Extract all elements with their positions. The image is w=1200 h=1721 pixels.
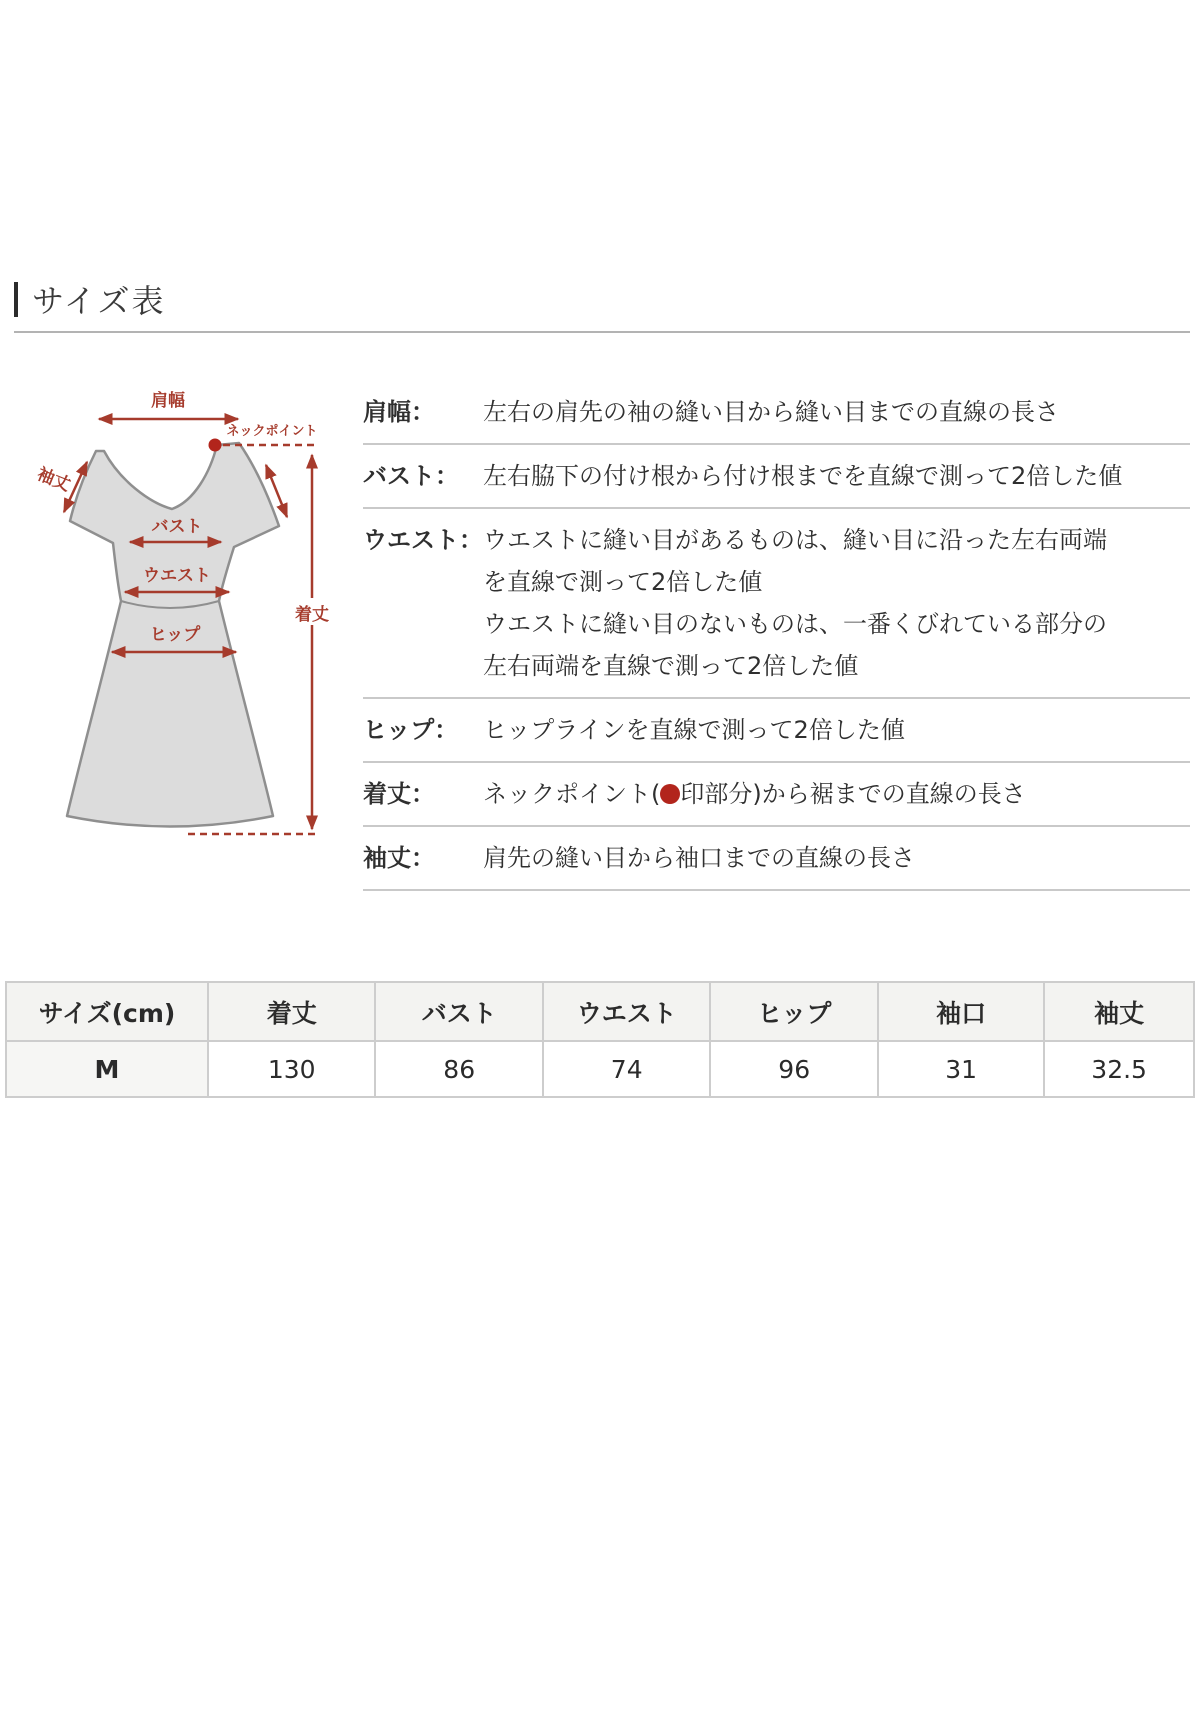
size-table-header-cell: ヒップ xyxy=(710,982,878,1041)
bust-label: バスト xyxy=(151,517,203,537)
size-table-value-cell: 31 xyxy=(878,1041,1044,1097)
neck-point-dot xyxy=(209,439,222,452)
page-title: サイズ表 xyxy=(32,282,166,320)
definition-row xyxy=(363,445,1190,509)
definition-text xyxy=(483,519,1190,687)
definition-line: 左右脇下の付け根から付け根までを直線で測って2倍した値 xyxy=(483,462,1123,490)
definition-text-before-dot: ネックポイント( xyxy=(483,780,661,808)
definition-line xyxy=(483,773,1190,815)
size-table-value-cell: 86 xyxy=(375,1041,543,1097)
definition-line: ウエストに縫い目のないものは、一番くびれている部分の xyxy=(483,610,1107,638)
garment-length-label: 着丈 xyxy=(295,605,329,625)
definition-line: 肩先の縫い目から袖口までの直線の長さ xyxy=(483,844,915,872)
size-table-header-cell: ウエスト xyxy=(543,982,711,1041)
definition-line: ヒップラインを直線で測って2倍した値 xyxy=(483,716,905,744)
size-table-value-cell: 74 xyxy=(543,1041,711,1097)
definition-term: 着丈： xyxy=(363,780,435,808)
waist-label: ウエスト xyxy=(143,566,211,586)
size-table-header-cell: 袖口 xyxy=(878,982,1044,1041)
definition-term: ウエスト： xyxy=(363,526,483,554)
title-accent-bar xyxy=(14,282,18,317)
definition-text-after-dot: 印部分)から裾までの直線の長さ xyxy=(680,780,1026,808)
hip-label: ヒップ xyxy=(149,625,201,645)
size-table-value-cell: 96 xyxy=(710,1041,878,1097)
definition-term: バスト： xyxy=(363,462,459,490)
definition-text xyxy=(483,455,1190,497)
size-table-size-cell: M xyxy=(6,1041,208,1097)
definition-row xyxy=(363,763,1190,827)
size-table xyxy=(5,981,1195,1098)
size-table-header-cell: 着丈 xyxy=(208,982,376,1041)
shoulder-width-label: 肩幅 xyxy=(151,391,185,411)
definitions-list xyxy=(363,381,1190,891)
size-table-value-cell: 32.5 xyxy=(1044,1041,1194,1097)
size-table-header-row xyxy=(6,982,1194,1041)
size-table-data-row xyxy=(6,1041,1194,1097)
definition-line: 左右両端を直線で測って2倍した値 xyxy=(483,652,859,680)
definition-text xyxy=(483,773,1190,815)
size-table-header-cell: バスト xyxy=(375,982,543,1041)
size-chart-section-header xyxy=(14,281,1190,333)
dress-measurement-diagram xyxy=(20,381,360,841)
definition-row xyxy=(363,381,1190,445)
definition-line: ウエストに縫い目があるものは、縫い目に沿った左右両端 xyxy=(483,526,1107,554)
definition-term: ヒップ： xyxy=(363,716,459,744)
definition-text xyxy=(483,709,1190,751)
dress-diagram-wrap xyxy=(20,381,360,891)
definition-row xyxy=(363,827,1190,891)
neck-point-label: ネックポイント xyxy=(226,424,318,439)
definition-term: 袖丈： xyxy=(363,844,435,872)
measurement-guide xyxy=(20,333,1190,891)
definition-text xyxy=(483,837,1190,879)
sleeve-length-label: 袖丈 xyxy=(34,464,74,496)
size-table-header-cell: サイズ(cm) xyxy=(6,982,208,1041)
definition-line: 左右の肩先の袖の縫い目から縫い目までの直線の長さ xyxy=(483,398,1059,426)
definition-row xyxy=(363,699,1190,763)
size-table-header-cell: 袖丈 xyxy=(1044,982,1194,1041)
definition-term: 肩幅： xyxy=(363,398,435,426)
size-table-value-cell: 130 xyxy=(208,1041,376,1097)
definition-line: を直線で測って2倍した値 xyxy=(483,568,763,596)
definition-row xyxy=(363,509,1190,699)
definition-text xyxy=(483,391,1190,433)
neck-point-mark-icon xyxy=(660,784,680,804)
